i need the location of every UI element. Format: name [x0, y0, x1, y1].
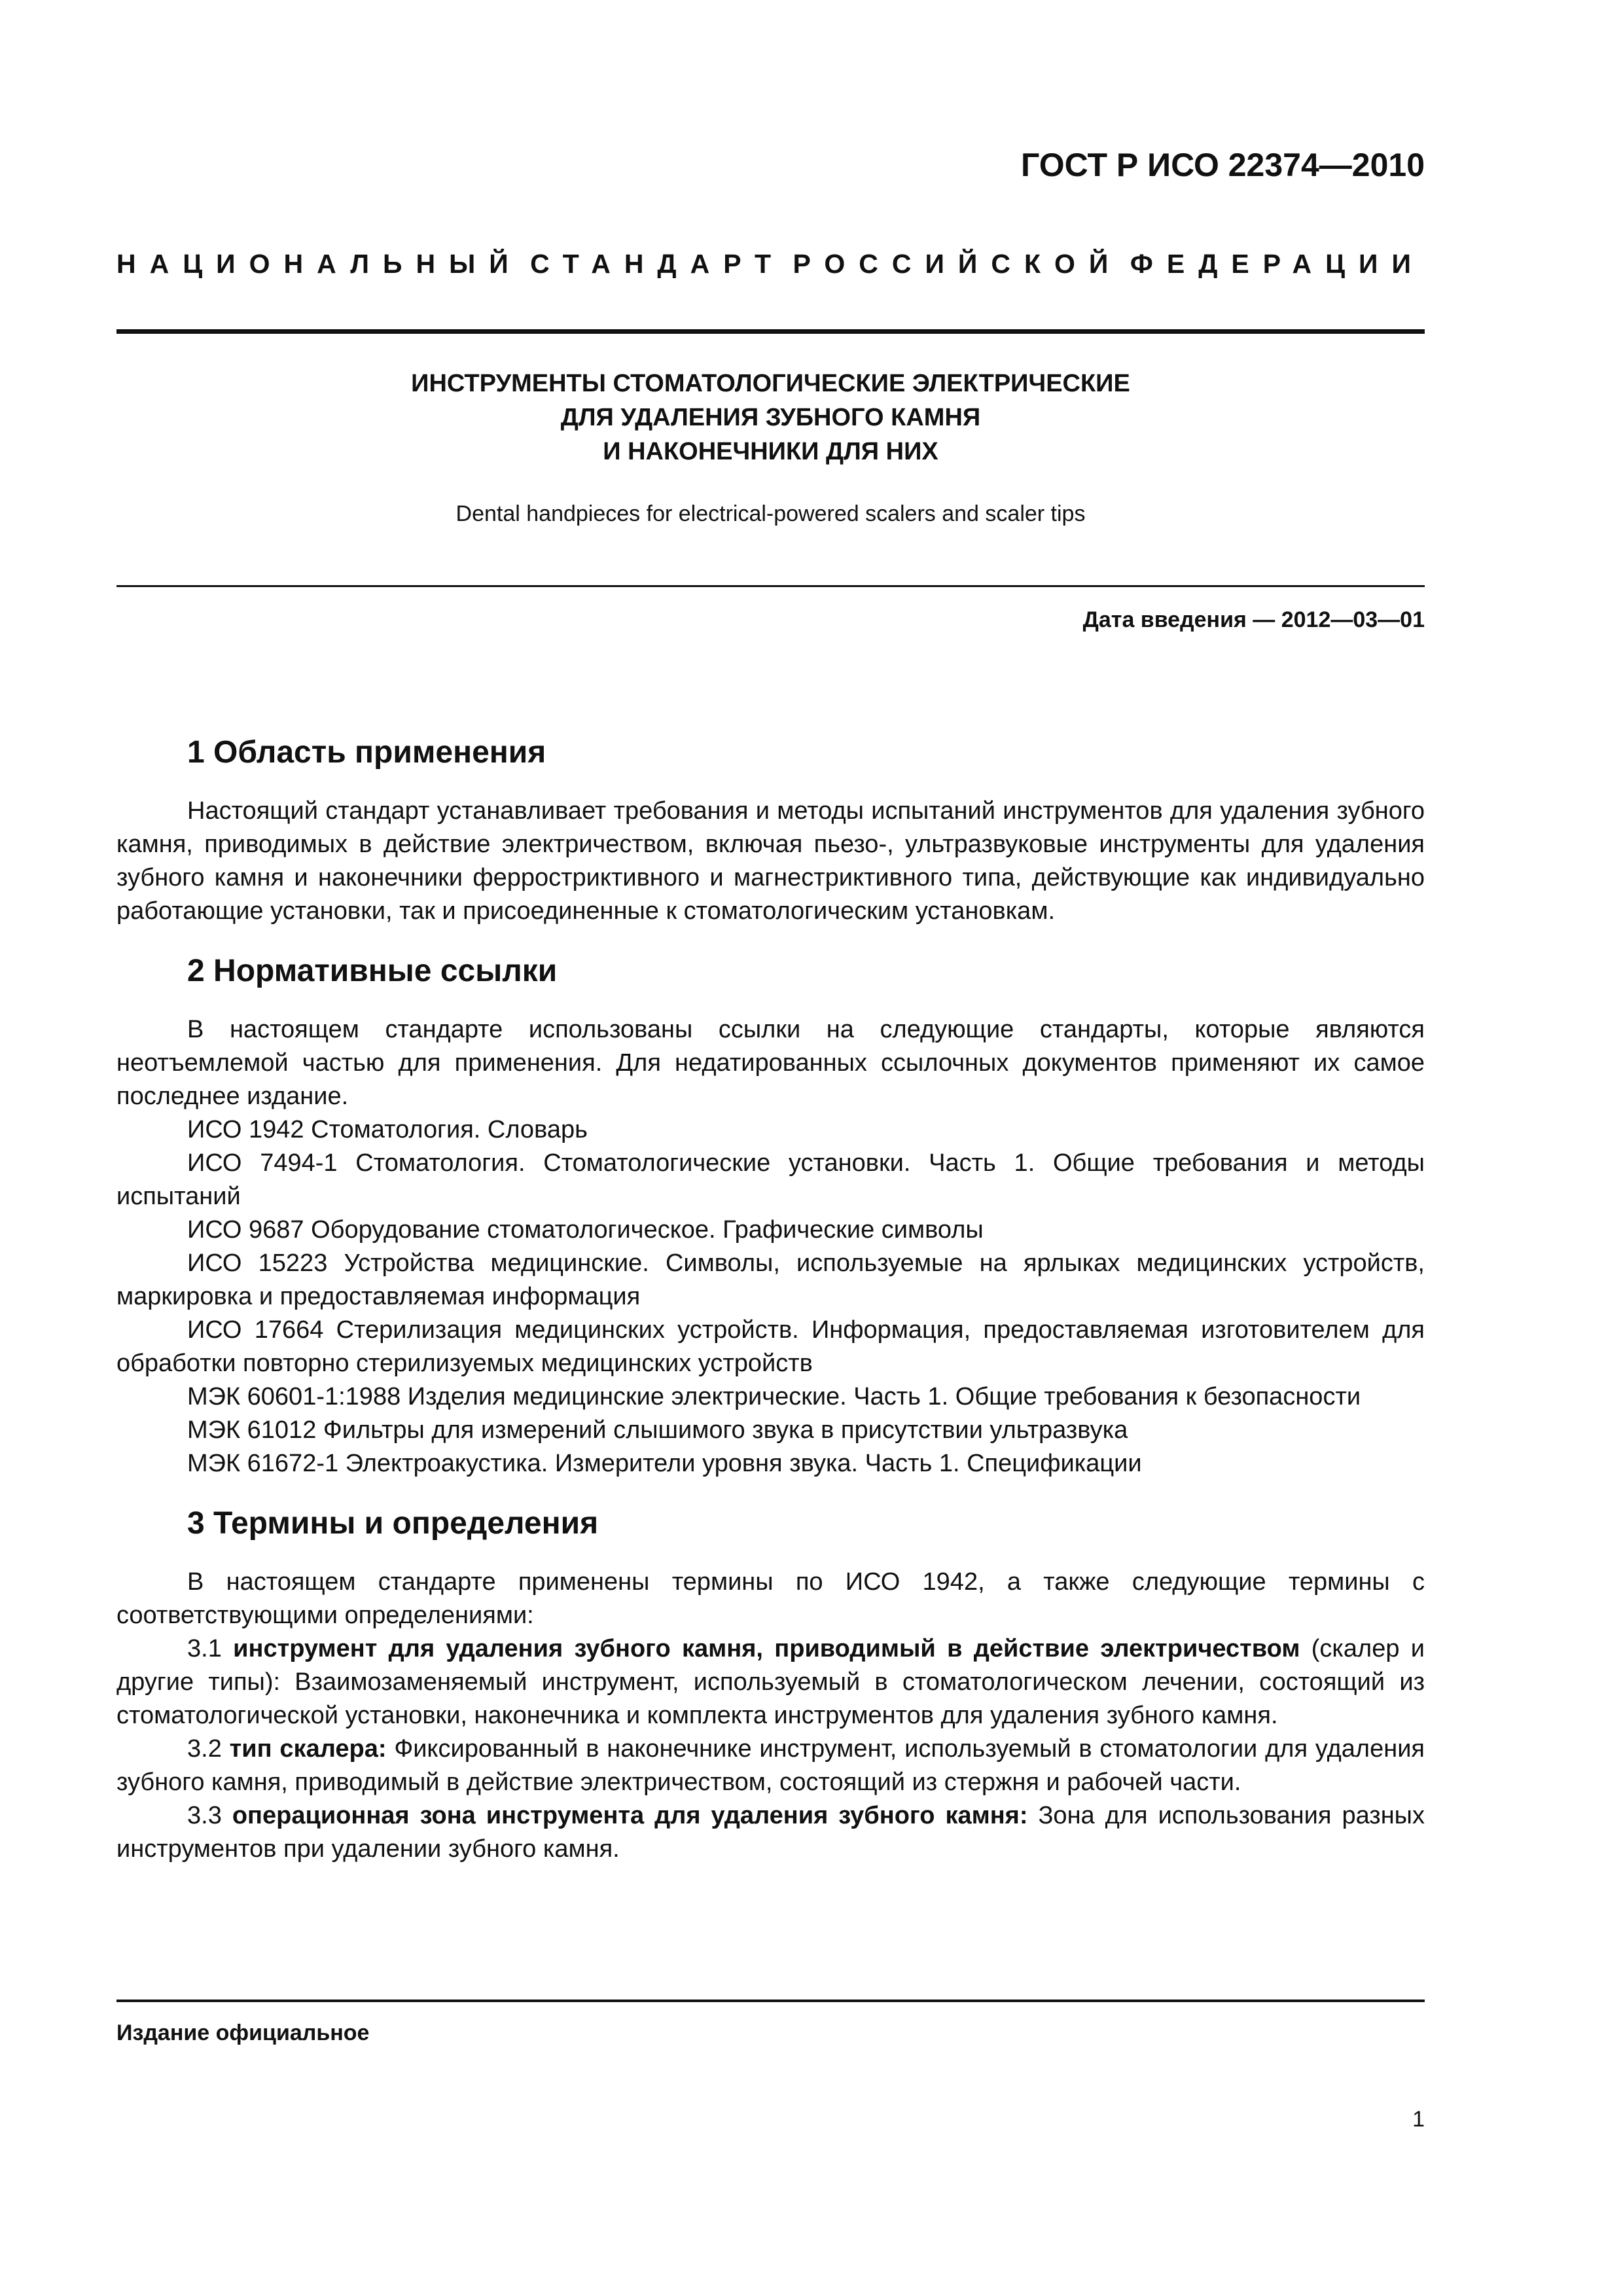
english-title: Dental handpieces for electrical-powered scalers and scaler tips: [455, 501, 1086, 526]
terms-intro: В настоящем стандарте применены термины по ИСО 1942, а также следующие термины с соответствующими определениями:: [116, 1568, 1425, 1629]
national-word: РОССИЙСКОЙ: [793, 249, 1122, 279]
header-divider: [116, 329, 1425, 334]
references-intro: В настоящем стандарте использованы ссылки на следующие стандарты, которые являются неотъемлемой частью для применения. Для недатированных ссылочных документов применяют их самое последнее издание.: [116, 1016, 1425, 1110]
term-name: инструмент для удаления зубного камня, приводимый в действие электричеством: [233, 1635, 1300, 1662]
introduction-date: Дата введения — 2012—03—01: [1082, 607, 1425, 632]
term-text: Фиксированный в наконечнике инструмент, используемый в стоматологии для удаления зубного камня, приводимый в действие электричеством, состоящий из стержня и рабочей части.: [116, 1735, 1425, 1796]
term-definition: [116, 1732, 1425, 1799]
national-standard-heading: [116, 247, 1425, 280]
section-heading: 2 Нормативные ссылки: [187, 954, 558, 988]
term-definition: [116, 1632, 1425, 1732]
reference-item: ИСО 9687 Оборудование стоматологическое. Графические символы: [187, 1216, 984, 1244]
main-content: [116, 733, 1425, 1866]
section-heading: 3 Термины и определения: [187, 1506, 599, 1541]
reference-item: ИСО 15223 Устройства медицинские. Символы, используемые на ярлыках медицинских устройств, маркировка и предоставляемая информация: [116, 1249, 1425, 1310]
term-number: 3.1: [187, 1635, 222, 1662]
reference-item: ИСО 7494-1 Стоматология. Стоматологические установки. Часть 1. Общие требования и методы испытаний: [116, 1149, 1425, 1210]
page-number: 1: [1412, 2107, 1425, 2132]
national-word: СТАНДАРТ: [530, 249, 785, 279]
reference-item: МЭК 61012 Фильтры для измерений слышимого звука в присутствии ультразвука: [187, 1416, 1128, 1444]
title-line: И НАКОНЕЧНИКИ ДЛЯ НИХ: [603, 438, 938, 465]
term-name: тип скалера:: [229, 1735, 387, 1763]
edition-note: Издание официальное: [116, 2020, 370, 2045]
national-word: НАЦИОНАЛЬНЫЙ: [116, 249, 522, 279]
title-line: ДЛЯ УДАЛЕНИЯ ЗУБНОГО КАМНЯ: [560, 404, 981, 431]
term-text: Зона для использования разных инструментов при удалении зубного камня.: [116, 1802, 1425, 1863]
term-name: операционная зона инструмента для удаления зубного камня:: [232, 1802, 1028, 1829]
document-title: [116, 367, 1425, 469]
term-text: (скалер и другие типы): Взаимозаменяемый инструмент, используемый в стоматологическом лечении, состоящий из стоматологической установки, наконечника и комплекта инструментов для удаления зубного камня.: [116, 1635, 1425, 1729]
term-definition: [116, 1799, 1425, 1866]
title-divider: [116, 585, 1425, 587]
term-number: 3.3: [187, 1802, 222, 1829]
title-line: ИНСТРУМЕНТЫ СТОМАТОЛОГИЧЕСКИЕ ЭЛЕКТРИЧЕСКИЕ: [411, 370, 1130, 397]
standard-designation: ГОСТ Р ИСО 22374—2010: [1021, 147, 1425, 183]
reference-item: МЭК 61672-1 Электроакустика. Измерители уровня звука. Часть 1. Спецификации: [187, 1450, 1142, 1477]
reference-item: МЭК 60601-1:1988 Изделия медицинские электрические. Часть 1. Общие требования к безопасности: [187, 1383, 1361, 1410]
term-number: 3.2: [187, 1735, 222, 1763]
reference-item: ИСО 17664 Стерилизация медицинских устройств. Информация, предоставляемая изготовителем для обработки повторно стерилизуемых медицинских устройств: [116, 1316, 1425, 1377]
reference-item: ИСО 1942 Стоматология. Словарь: [187, 1116, 588, 1143]
footer-divider: [116, 2000, 1425, 2002]
national-word: ФЕДЕРАЦИИ: [1130, 249, 1425, 279]
scope-paragraph: Настоящий стандарт устанавливает требования и методы испытаний инструментов для удаления зубного камня, приводимых в действие электричеством, включая пьезо-, ультразвуковые инструменты для удаления зубного камня и наконечники ферростриктивного и магнестриктивного типа, действующие как индивидуально работающие установки, так и присоединенные к стоматологическим установкам.: [116, 797, 1425, 925]
section-heading: 1 Область применения: [187, 735, 546, 770]
